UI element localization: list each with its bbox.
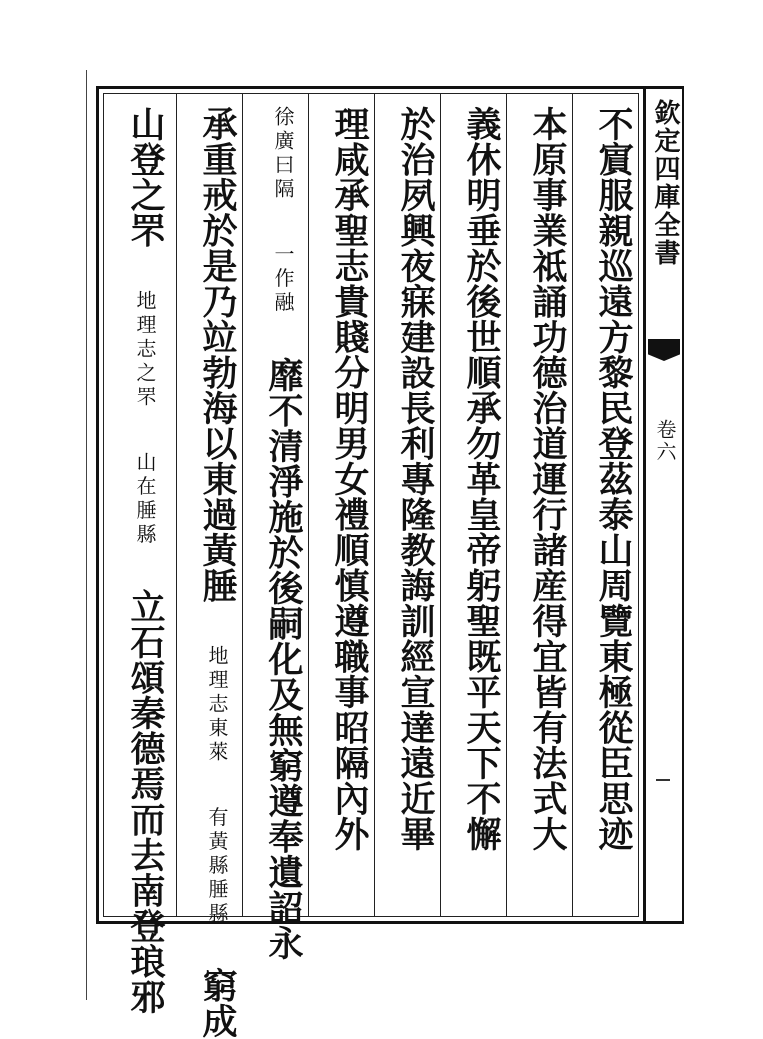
page-margin-strip [646,86,684,924]
column-divider [308,94,309,916]
column-8-text-before: 山登之罘 [125,106,166,248]
text-column-5 [326,106,372,852]
annotation-line-right: 地理志東萊 [205,644,229,765]
column-divider [572,94,573,916]
text-column-1 [590,106,636,852]
page-frame [96,86,646,1039]
volume-label: 卷六 [653,419,677,463]
column-divider [176,94,177,916]
text-column-4 [392,106,438,852]
column-divider [242,94,243,916]
column-1-text: 不賔服親巡遠方黎民登茲泰山周覽東極從臣思迹 [593,106,634,852]
text-column-8 [122,106,168,1015]
column-3-text: 義休明垂於後世順承勿革皇帝躬聖既平天下不懈 [461,106,502,852]
book-title: 欽定四庫全書 [650,99,680,267]
annotation-line-left: 山在腄縣 [133,451,157,547]
column-2-text: 本原事業祗誦功德治道運行諸産得宜皆有法式大 [527,106,568,852]
text-column-3 [458,106,504,852]
column-6-text: 靡不清淨施於後嗣化及無窮遵奉遺詔永 [263,357,304,961]
text-column-6 [260,106,306,961]
column-5-text: 理咸承聖志貴賤分明男女禮順慎遵職事昭隔內外 [329,106,370,852]
text-column-2 [524,106,570,852]
annotation-note [122,290,168,548]
page-frame-inner [103,93,639,1039]
text-column-7 [194,106,240,1039]
lower-fishtail-mark-icon [656,779,670,781]
binding-line [86,70,87,1000]
column-divider [374,94,375,916]
annotation-note [260,106,306,316]
column-7-text-after: 窮成 [197,967,238,1039]
column-divider [506,94,507,916]
column-divider [440,94,441,916]
annotation-note [194,645,240,927]
column-8-text-after: 立石頌秦德焉而去南登琅邪 [125,588,166,1015]
column-4-text: 於治夙興夜寐建設長利專隆教誨訓經宣達遠近畢 [395,106,436,852]
annotation-line-right: 徐廣曰隔 [271,106,295,202]
fishtail-mark-icon [648,339,680,361]
annotation-line-right: 地理志之罘 [133,289,157,410]
annotation-line-left: 有黃縣腄縣 [205,806,229,926]
annotation-line-left: 一作融 [271,243,295,316]
column-7-text-before: 承重戒於是乃竝勃海以東過黃腄 [197,106,238,603]
